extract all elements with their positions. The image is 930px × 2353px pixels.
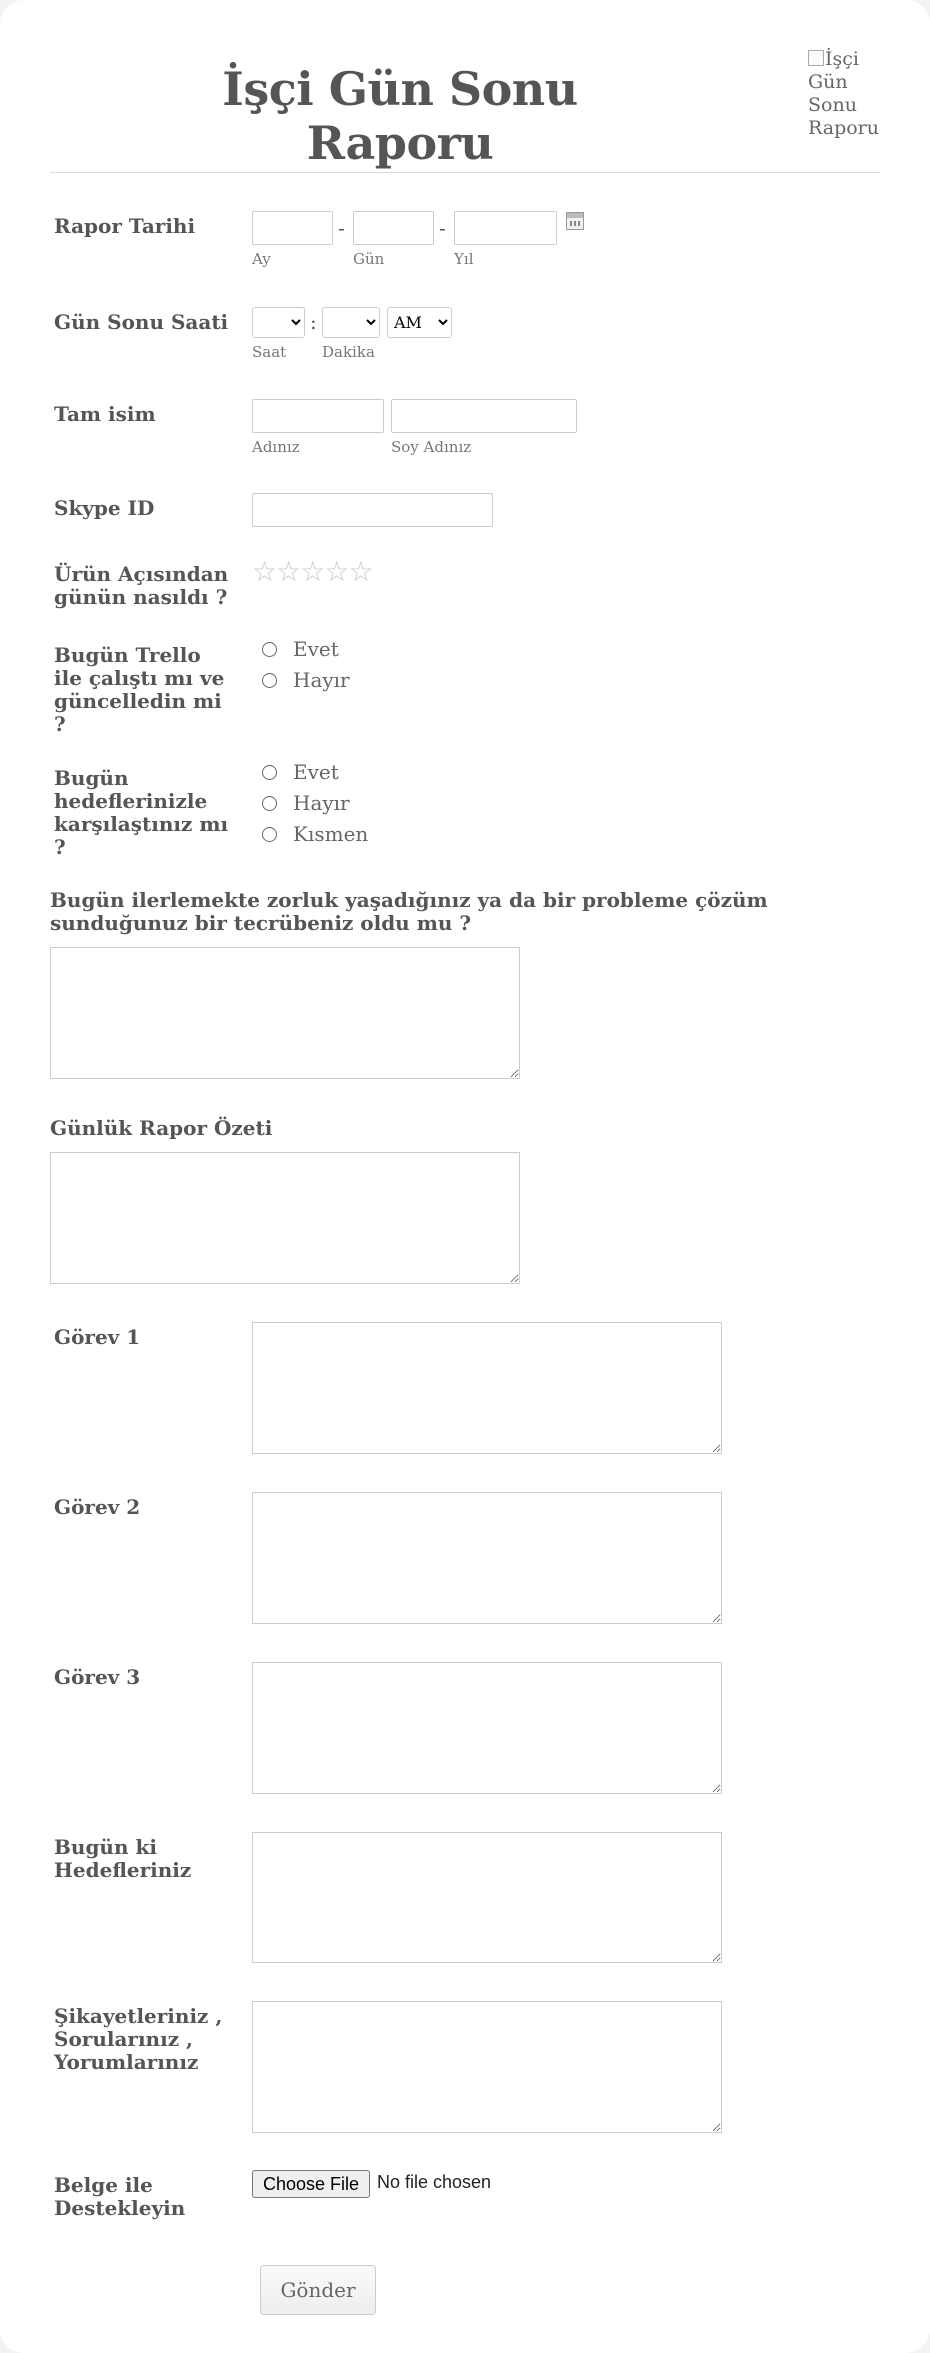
last-name-input[interactable] [391, 399, 577, 433]
logo-alt-text: İşçi Gün Sonu Raporu [808, 48, 879, 139]
experience-label: Bugün ilerlemekte zorluk yaşadığınız ya da bir probleme çözüm sunduğunuz bir tecrübeniz oldu mu ? [50, 888, 768, 935]
goals-radio-hayir[interactable] [262, 796, 277, 811]
calendar-icon[interactable] [566, 212, 584, 230]
task1-textarea[interactable] [252, 1322, 722, 1454]
goals-label: Bugün hedeflerinizle karşılaştınız mı ? [54, 766, 229, 859]
time-separator: : [310, 310, 317, 334]
star-rating[interactable]: ☆☆☆☆☆ [252, 555, 373, 588]
date-month-sublabel: Ay [252, 250, 271, 268]
broken-image-icon [808, 50, 824, 66]
goals-option-evet: Evet [293, 760, 339, 784]
form-logo [808, 48, 888, 140]
today-goals-textarea[interactable] [252, 1832, 722, 1963]
trello-label: Bugün Trello ile çalıştı mı ve güncelledin mi ? [54, 643, 225, 736]
goals-option-hayir: Hayır [293, 791, 350, 815]
task2-label: Görev 2 [54, 1495, 141, 1519]
today-goals-label: Bugün ki Hedefleriniz [54, 1835, 192, 1882]
form-title: İşçi Gün Sonu Raporu [222, 62, 578, 170]
submit-button[interactable]: Gönder [260, 2265, 376, 2315]
summary-label: Günlük Rapor Özeti [50, 1116, 273, 1140]
trello-radio-evet[interactable] [262, 642, 277, 657]
time-minute-sublabel: Dakika [322, 343, 375, 361]
trello-option-hayir: Hayır [293, 668, 350, 692]
complaints-label: Şikayetleriniz , Sorularınız , Yorumlarınız [54, 2004, 223, 2074]
trello-option-evet: Evet [293, 637, 339, 661]
time-minute-select[interactable] [322, 307, 380, 338]
time-hour-select[interactable] [252, 307, 305, 338]
date-day-sublabel: Gün [353, 250, 385, 268]
time-ampm-select[interactable] [387, 307, 452, 338]
goals-radio-kismen[interactable] [262, 827, 277, 842]
trello-radio-hayir[interactable] [262, 673, 277, 688]
rating-label: Ürün Açısından günün nasıldı ? [54, 562, 229, 609]
date-year-sublabel: Yıl [454, 250, 474, 268]
task3-textarea[interactable] [252, 1662, 722, 1794]
date-day-input[interactable] [353, 211, 434, 245]
file-label: Belge ile Destekleyin [54, 2173, 186, 2220]
task2-textarea[interactable] [252, 1492, 722, 1624]
task3-label: Görev 3 [54, 1665, 141, 1689]
goals-option-kismen: Kısmen [293, 822, 369, 846]
header-divider [50, 172, 880, 173]
first-name-sublabel: Adınız [252, 438, 300, 456]
date-month-input[interactable] [252, 211, 333, 245]
time-hour-sublabel: Saat [252, 343, 287, 361]
fullname-label: Tam isim [54, 402, 156, 426]
date-separator: - [439, 216, 446, 240]
date-separator: - [338, 216, 345, 240]
date-year-input[interactable] [454, 211, 557, 245]
file-status: No file chosen [377, 2172, 492, 2192]
complaints-textarea[interactable] [252, 2001, 722, 2133]
time-label: Gün Sonu Saati [54, 310, 229, 334]
last-name-sublabel: Soy Adınız [391, 438, 472, 456]
task1-label: Görev 1 [54, 1325, 141, 1349]
experience-textarea[interactable] [50, 947, 520, 1079]
choose-file-button[interactable]: Choose File [252, 2170, 370, 2198]
date-label: Rapor Tarihi [54, 214, 196, 238]
skype-input[interactable] [252, 493, 493, 527]
first-name-input[interactable] [252, 399, 384, 433]
skype-label: Skype ID [54, 496, 155, 520]
goals-radio-evet[interactable] [262, 765, 277, 780]
summary-textarea[interactable] [50, 1152, 520, 1284]
